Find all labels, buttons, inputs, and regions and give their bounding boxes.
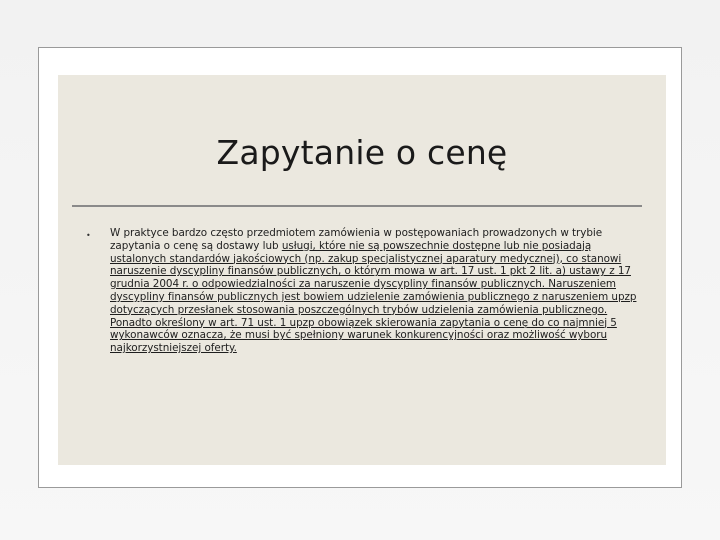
bullet-icon: • [86,231,91,240]
content-panel [58,75,666,465]
slide-title: Zapytanie o cenę [216,133,508,172]
slide [38,47,682,488]
body-text-plain: W praktyce bardzo często przedmiotem zamówienia w postępowaniach prowadzonych w trybie zapytania o cenę są dostawy lub [110,227,603,252]
body-text-underlined: usługi, które nie są powszechnie dostępne lub nie posiadają ustalonych standardów jakościowych (np. zakup specjalistycznej aparatury medycznej), co stanowi naruszenie dyscypliny finansów publicznych, o którym mowa w art. 17 ust. 1 pkt 2 lit. a) ustawy z 17 grudnia 2004 r. o odpowiedzialności za naruszenie dyscypliny finansów publicznych. Naruszeniem dyscypliny finansów publicznych jest bowiem udzielenie zamówienia publicznego z naruszeniem upzp dotyczących przesłanek stosowania poszczególnych trybów udzielenia zamówienia publicznego. Ponadto określony w art. 71 ust. 1 upzp obowiązek skierowania zapytania o cenę do co najmniej 5 wykonawców oznacza, że musi być spełniony warunek konkurencyjności oraz możliwość wyboru najkorzystniejszej oferty. [110,239,637,355]
slide-body-text [110,227,646,355]
title-divider [72,205,642,207]
